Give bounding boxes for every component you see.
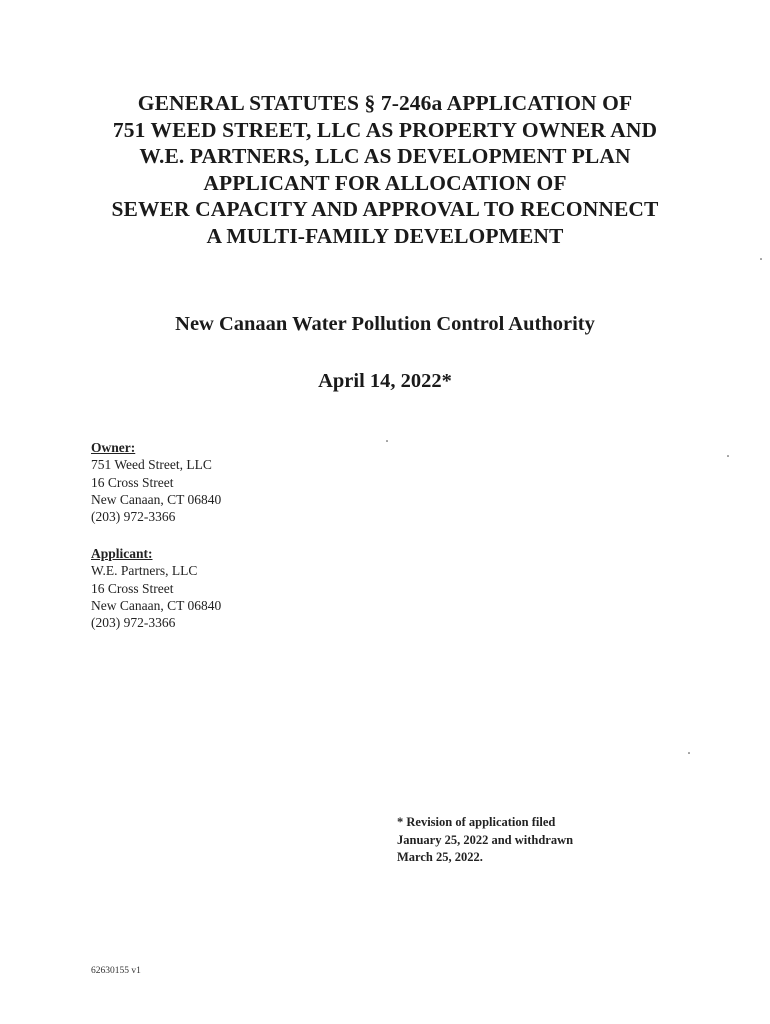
applicant-block <box>91 545 221 631</box>
title-line-2: 751 WEED STREET, LLC AS PROPERTY OWNER AND <box>112 117 658 142</box>
title-line-1: GENERAL STATUTES § 7-246a APPLICATION OF <box>137 91 633 115</box>
applicant-name: W.E. Partners, LLC <box>91 563 198 579</box>
applicant-street: 16 Cross Street <box>91 580 174 596</box>
owner-city: New Canaan, CT 06840 <box>91 491 222 507</box>
authority-name: New Canaan Water Pollution Control Authority <box>175 313 595 335</box>
owner-block <box>91 439 221 525</box>
scan-speck <box>760 258 762 260</box>
title-line-3: W.E. PARTNERS, LLC AS DEVELOPMENT PLAN <box>139 144 631 169</box>
revision-note-line-2: January 25, 2022 and withdrawn <box>397 832 574 847</box>
scan-speck <box>688 752 690 754</box>
owner-heading: Owner: <box>91 440 136 455</box>
scan-speck <box>727 455 729 457</box>
revision-note <box>397 814 573 867</box>
applicant-city: New Canaan, CT 06840 <box>91 597 222 613</box>
document-id: 62630155 v1 <box>91 966 141 976</box>
document-title <box>60 90 710 250</box>
title-line-4: APPLICANT FOR ALLOCATION OF <box>203 170 567 195</box>
title-line-6: A MULTI-FAMILY DEVELOPMENT <box>206 223 564 248</box>
owner-name: 751 Weed Street, LLC <box>91 457 212 473</box>
revision-note-line-3: March 25, 2022. <box>397 850 483 864</box>
applicant-heading: Applicant: <box>91 546 153 561</box>
revision-note-line-1: * Revision of application filed <box>397 815 556 829</box>
owner-phone: (203) 972-3366 <box>91 509 176 525</box>
scan-speck <box>386 440 388 442</box>
document-date: April 14, 2022* <box>318 370 452 392</box>
applicant-phone: (203) 972-3366 <box>91 615 176 631</box>
title-line-5: SEWER CAPACITY AND APPROVAL TO RECONNECT <box>111 197 659 222</box>
owner-street: 16 Cross Street <box>91 474 174 490</box>
